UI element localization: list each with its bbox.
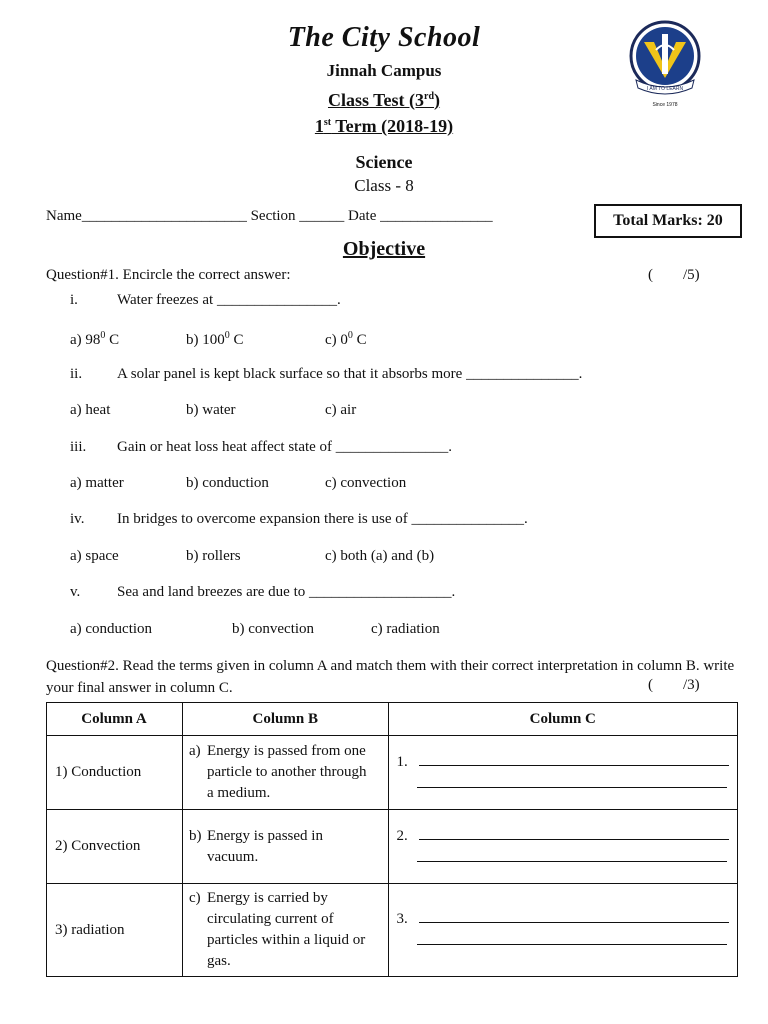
question-1-prompt: Question#1. Encircle the correct answer:: [46, 267, 291, 283]
total-marks-box: Total Marks: 20: [594, 204, 742, 238]
column-b-cell: c) Energy is carried by circulating current of particles within a liquid or gas.: [182, 884, 388, 977]
school-logo-icon: [626, 20, 704, 110]
q1-option-c[interactable]: c) air: [325, 402, 357, 418]
subject-title: Science: [355, 152, 413, 172]
q1-item-number: iv.: [70, 511, 85, 527]
term-title: 1st Term (2018-19): [314, 116, 454, 136]
table-header-row: [47, 703, 738, 736]
column-c-answer[interactable]: 1.: [388, 736, 738, 810]
question-2-marks: ( /3): [648, 677, 700, 693]
q1-option-a[interactable]: a) matter: [70, 475, 124, 491]
column-b-cell: b) Energy is passed in vacuum.: [182, 810, 388, 884]
q1-item-text: Water freezes at ________________.: [117, 292, 341, 308]
question-1-marks: ( /5): [648, 267, 700, 283]
q1-item-text: Sea and land breezes are due to ___________________.: [117, 584, 456, 600]
column-a-cell: 2) Convection: [47, 810, 183, 884]
table-row: [47, 736, 738, 810]
q1-option-b[interactable]: b) conduction: [186, 475, 269, 491]
column-b-cell: a) Energy is passed from one particle to another through a medium.: [182, 736, 388, 810]
q1-option-c[interactable]: c) convection: [325, 475, 407, 491]
column-c-answer[interactable]: 2.: [388, 810, 738, 884]
school-name: The City School: [287, 22, 481, 53]
q1-item-number: i.: [70, 292, 78, 308]
q1-item-text: Gain or heat loss heat affect state of _______________.: [117, 439, 453, 455]
q1-item-text: A solar panel is kept black surface so that it absorbs more _______________.: [117, 366, 583, 382]
student-info-line[interactable]: Name______________________ Section ______ Date _______________: [46, 208, 493, 224]
logo-motto: I AM TO LEARN: [646, 86, 684, 92]
column-a-cell: 3) radiation: [47, 884, 183, 977]
q1-option-a[interactable]: a) conduction: [70, 621, 153, 637]
question-2-prompt: Question#2. Read the terms given in column A and match them with their correct interpretation in column B. write your final answer in column C.: [46, 658, 735, 696]
table-row: [47, 884, 738, 977]
q1-option-b[interactable]: b) $100^0$ C: [186, 330, 244, 348]
column-a-header: Column A: [47, 703, 183, 736]
q1-option-b[interactable]: b) convection: [232, 621, 315, 637]
logo-since: Since 1978: [652, 102, 678, 108]
q1-option-a[interactable]: a) heat: [70, 402, 111, 418]
test-title: Class Test (3rd): [327, 90, 441, 110]
q1-item-number: iii.: [70, 439, 87, 455]
column-a-cell: 1) Conduction: [47, 736, 183, 810]
column-b-header: Column B: [182, 703, 388, 736]
q1-option-c[interactable]: c) radiation: [371, 621, 440, 637]
q1-item-text: In bridges to overcome expansion there is use of _______________.: [117, 511, 528, 527]
q1-option-a[interactable]: a) space: [70, 548, 119, 564]
q1-option-c[interactable]: c) both (a) and (b): [325, 548, 435, 564]
class-label: Class - 8: [354, 176, 414, 195]
q1-option-b[interactable]: b) rollers: [186, 548, 241, 564]
q1-item-number: v.: [70, 584, 81, 600]
table-row: [47, 810, 738, 884]
campus-name: Jinnah Campus: [326, 61, 442, 80]
q1-option-c[interactable]: c) $0^0$ C: [325, 330, 367, 348]
section-title: Objective: [342, 238, 426, 260]
q1-option-a[interactable]: a) $98^0$ C: [70, 330, 120, 348]
q1-option-b[interactable]: b) water: [186, 402, 236, 418]
column-c-header: Column C: [388, 703, 738, 736]
matching-table: [46, 702, 738, 977]
q1-item-number: ii.: [70, 366, 83, 382]
column-c-answer[interactable]: 3.: [388, 884, 738, 977]
